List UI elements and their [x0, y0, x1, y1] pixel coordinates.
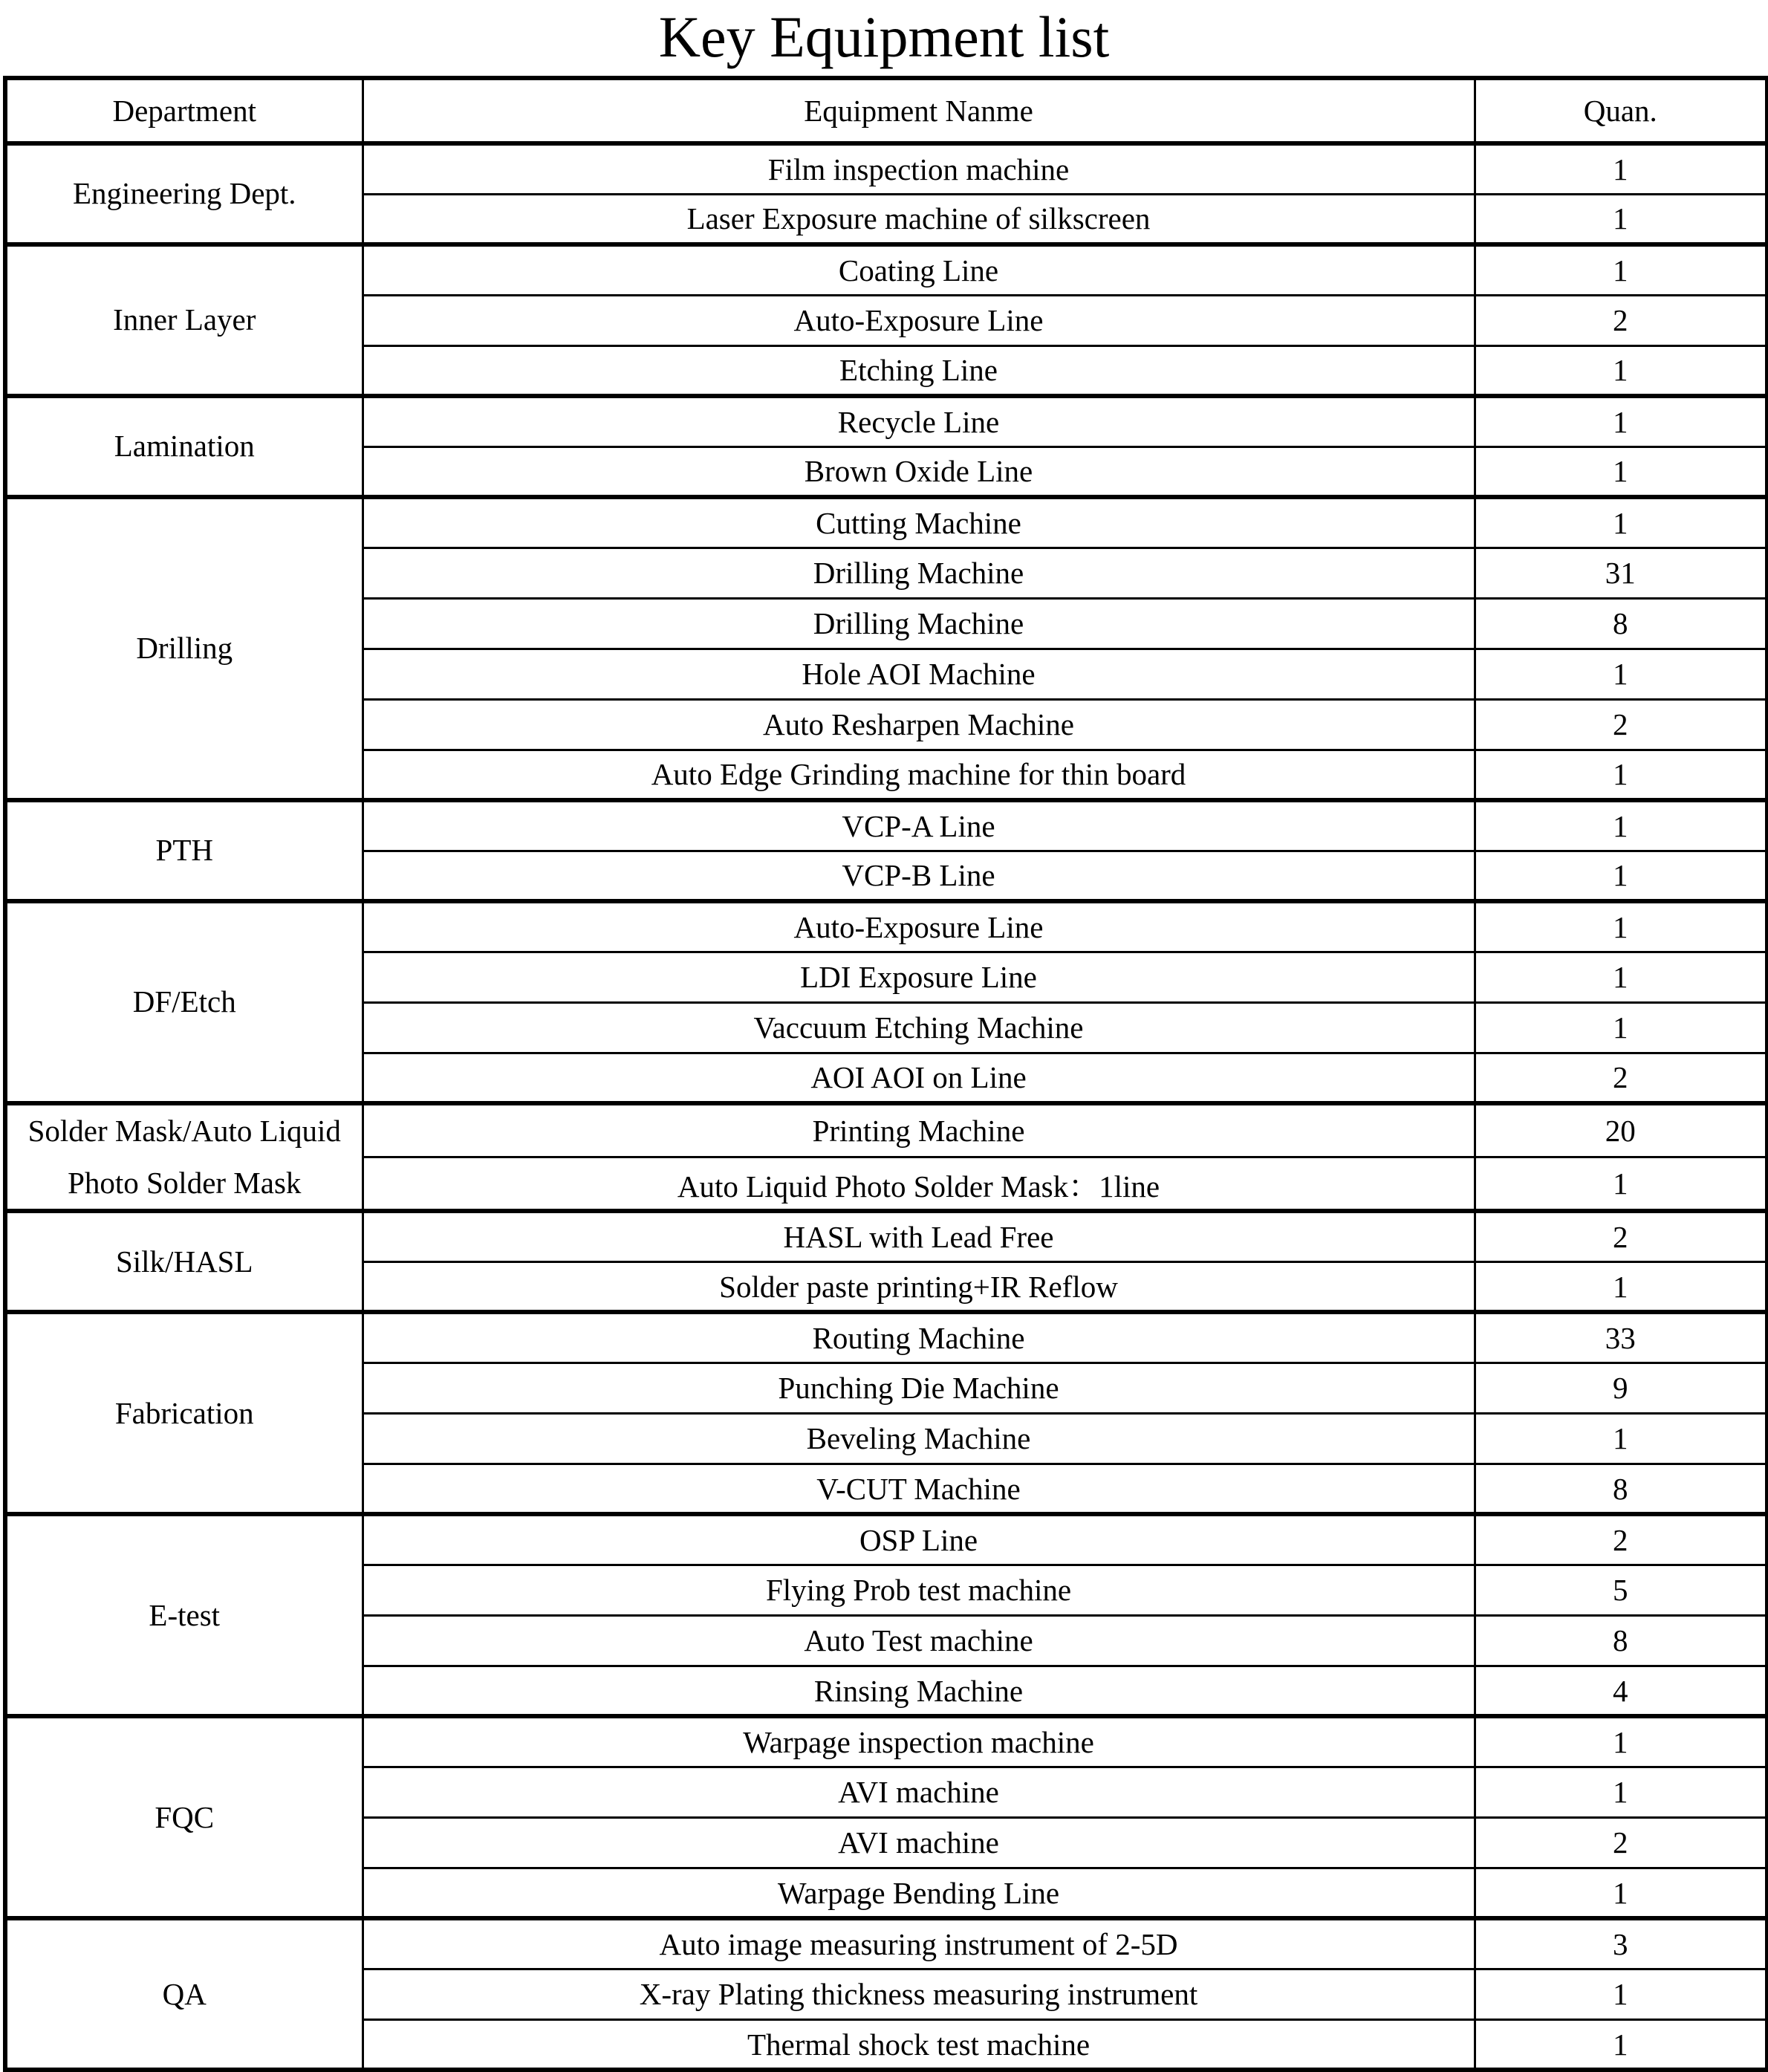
quantity-cell: 1 [1475, 1767, 1767, 1817]
department-cell: Inner Layer [5, 244, 363, 396]
equipment-cell: Drilling Machine [363, 548, 1475, 598]
quantity-cell: 1 [1475, 1969, 1767, 2019]
equipment-cell: OSP Line [363, 1514, 1475, 1565]
table-row [5, 396, 1767, 446]
equipment-cell: Solder paste printing+IR Reflow [363, 1261, 1475, 1312]
equipment-cell: Rinsing Machine [363, 1666, 1475, 1716]
quantity-cell: 2 [1475, 1817, 1767, 1868]
quantity-cell: 1 [1475, 244, 1767, 295]
equipment-cell: Drilling Machine [363, 598, 1475, 649]
department-header: Department [5, 78, 363, 143]
quantity-cell: 1 [1475, 1868, 1767, 1918]
equipment-cell: Thermal shock test machine [363, 2019, 1475, 2070]
quantity-cell: 2 [1475, 699, 1767, 750]
equipment-cell: Laser Exposure machine of silkscreen [363, 194, 1475, 244]
equipment-cell: Vaccuum Etching Machine [363, 1002, 1475, 1053]
department-cell: DF/Etch [5, 901, 363, 1103]
table-row [5, 1514, 1767, 1565]
quantity-cell: 4 [1475, 1666, 1767, 1716]
quantity-cell: 1 [1475, 1002, 1767, 1053]
page-title: Key Equipment list [658, 4, 1110, 69]
department-cell: Drilling [5, 497, 363, 800]
quantity-cell: 1 [1475, 1261, 1767, 1312]
quantity-cell: 1 [1475, 800, 1767, 851]
quantity-cell: 1 [1475, 446, 1767, 497]
quantity-cell: 1 [1475, 901, 1767, 952]
quantity-cell: 1 [1475, 345, 1767, 396]
equipment-cell: VCP-B Line [363, 851, 1475, 901]
quantity-cell: 1 [1475, 143, 1767, 194]
equipment-cell: Recycle Line [363, 396, 1475, 446]
quantity-cell: 2 [1475, 1053, 1767, 1103]
quantity-cell: 1 [1475, 396, 1767, 446]
quantity-cell: 1 [1475, 851, 1767, 901]
equipment-cell: Coating Line [363, 244, 1475, 295]
quantity-cell: 31 [1475, 548, 1767, 598]
quantity-header: Quan. [1475, 78, 1767, 143]
equipment-cell: X-ray Plating thickness measuring instrument [363, 1969, 1475, 2019]
department-cell: PTH [5, 800, 363, 901]
equipment-cell: LDI Exposure Line [363, 952, 1475, 1002]
equipment-cell: Cutting Machine [363, 497, 1475, 548]
quantity-cell: 1 [1475, 194, 1767, 244]
equipment-cell: Film inspection machine [363, 143, 1475, 194]
table-row [5, 143, 1767, 194]
equipment-cell: Auto Resharpen Machine [363, 699, 1475, 750]
department-cell: FQC [5, 1716, 363, 1918]
department-cell: QA [5, 1918, 363, 2070]
equipment-cell: Auto-Exposure Line [363, 295, 1475, 345]
table-row [5, 1103, 1767, 1157]
quantity-cell: 20 [1475, 1103, 1767, 1157]
equipment-cell: V-CUT Machine [363, 1464, 1475, 1514]
equipment-cell: Punching Die Machine [363, 1363, 1475, 1413]
department-cell: Fabrication [5, 1312, 363, 1514]
equipment-cell: Auto Liquid Photo Solder Mask：1line [363, 1157, 1475, 1212]
equipment-cell: Auto Edge Grinding machine for thin board [363, 750, 1475, 800]
equipment-cell: Printing Machine [363, 1103, 1475, 1157]
equipment-cell: VCP-A Line [363, 800, 1475, 851]
quantity-cell: 1 [1475, 649, 1767, 699]
equipment-cell: Brown Oxide Line [363, 446, 1475, 497]
quantity-cell: 9 [1475, 1363, 1767, 1413]
quantity-cell: 1 [1475, 952, 1767, 1002]
department-cell: Engineering Dept. [5, 143, 363, 244]
quantity-cell: 2 [1475, 1211, 1767, 1261]
department-cell: Silk/HASL [5, 1211, 363, 1312]
quantity-cell: 8 [1475, 598, 1767, 649]
table-row [5, 1312, 1767, 1363]
table-row [5, 800, 1767, 851]
quantity-cell: 2 [1475, 1514, 1767, 1565]
department-cell: E-test [5, 1514, 363, 1716]
quantity-cell: 8 [1475, 1464, 1767, 1514]
equipment-table [3, 76, 1768, 2072]
equipment-cell: Flying Prob test machine [363, 1565, 1475, 1615]
quantity-cell: 1 [1475, 497, 1767, 548]
quantity-cell: 1 [1475, 1157, 1767, 1212]
equipment-cell: Warpage inspection machine [363, 1716, 1475, 1767]
equipment-cell: AVI machine [363, 1767, 1475, 1817]
quantity-cell: 8 [1475, 1615, 1767, 1666]
table-row [5, 1918, 1767, 1969]
equipment-cell: Beveling Machine [363, 1413, 1475, 1464]
department-cell: Lamination [5, 396, 363, 497]
quantity-cell: 1 [1475, 2019, 1767, 2070]
table-row [5, 497, 1767, 548]
equipment-cell: Auto Test machine [363, 1615, 1475, 1666]
equipment-cell: Routing Machine [363, 1312, 1475, 1363]
equipment-cell: Warpage Bending Line [363, 1868, 1475, 1918]
table-row [5, 1211, 1767, 1261]
quantity-cell: 33 [1475, 1312, 1767, 1363]
equipment-cell: Auto image measuring instrument of 2-5D [363, 1918, 1475, 1969]
department-cell: Solder Mask/Auto Liquid Photo Solder Mask [5, 1103, 363, 1211]
equipment-cell: Etching Line [363, 345, 1475, 396]
equipment-cell: Auto-Exposure Line [363, 901, 1475, 952]
table-row [5, 1716, 1767, 1767]
table-row [5, 901, 1767, 952]
quantity-cell: 1 [1475, 750, 1767, 800]
table-row [5, 244, 1767, 295]
quantity-cell: 1 [1475, 1716, 1767, 1767]
equipment-cell: AOI AOI on Line [363, 1053, 1475, 1103]
quantity-cell: 1 [1475, 1413, 1767, 1464]
header-row [5, 78, 1767, 143]
equipment-cell: HASL with Lead Free [363, 1211, 1475, 1261]
equipment-name-header: Equipment Nanme [363, 78, 1475, 143]
equipment-cell: AVI machine [363, 1817, 1475, 1868]
quantity-cell: 3 [1475, 1918, 1767, 1969]
quantity-cell: 5 [1475, 1565, 1767, 1615]
equipment-cell: Hole AOI Machine [363, 649, 1475, 699]
quantity-cell: 2 [1475, 295, 1767, 345]
